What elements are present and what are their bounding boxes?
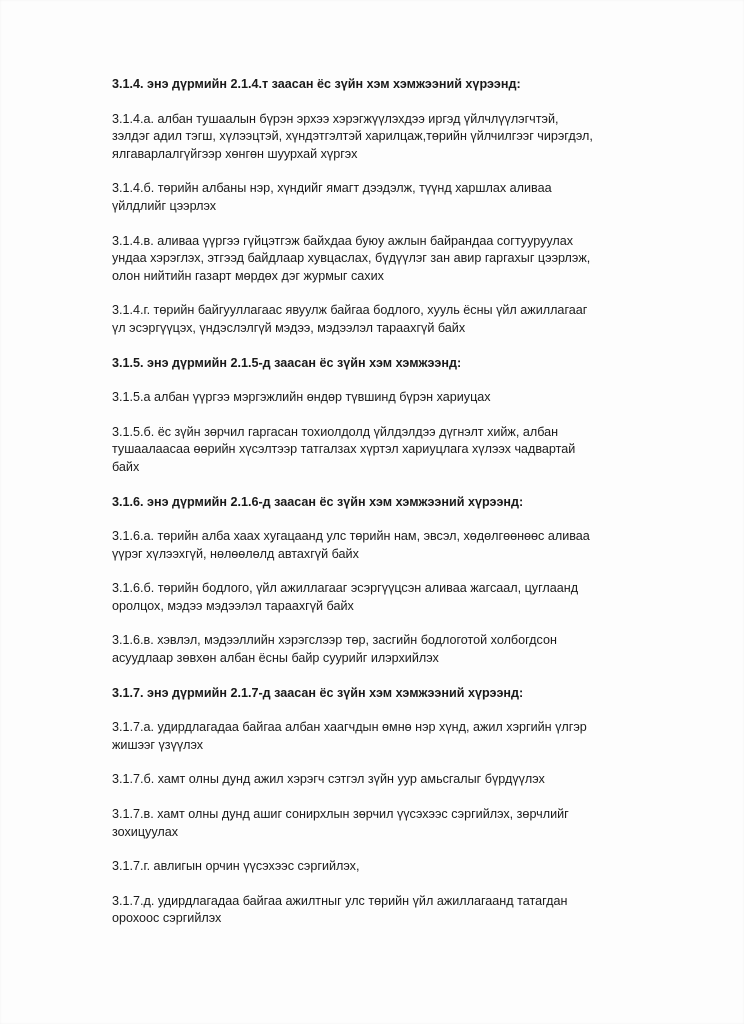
clause-line: үйлдлийг цээрлэх	[112, 198, 217, 213]
clause-line: үүрэг хүлээхгүй, нөлөөлөлд автахгүй байх	[112, 546, 359, 561]
clause-paragraph	[112, 806, 632, 841]
clause-line: 3.1.7.а. удирдлагадаа байгаа албан хаагчдын өмнө нэр хүнд, ажил хэргийн үлгэр	[112, 720, 587, 735]
section-heading: 3.1.7. энэ дүрмийн 2.1.7-д заасан ёс зүйн хэм хэмжээний хүрээнд:	[112, 685, 524, 700]
clause-line: 3.1.4.г. төрийн байгууллагаас явуулж байгаа бодлого, хууль ёсны үйл ажиллагааг	[112, 303, 588, 318]
clause-line: 3.1.4.б. төрийн албаны нэр, хүндийг ямагт дээдэлж, түүнд харшлах аливаа	[112, 181, 552, 196]
clause-paragraph	[112, 632, 632, 667]
clause-line: 3.1.7.в. хамт олны дунд ашиг сонирхлын зөрчил үүсэхээс сэргийлэх, зөрчлийг	[112, 807, 569, 822]
section-heading: 3.1.6. энэ дүрмийн 2.1.6-д заасан ёс зүйн хэм хэмжээний хүрээнд:	[112, 494, 524, 509]
clause-paragraph	[112, 528, 632, 563]
section-heading: 3.1.4. энэ дүрмийн 2.1.4.т заасан ёс зүйн хэм хэмжээний хүрээнд:	[112, 77, 521, 91]
clause-line: 3.1.6.б. төрийн бодлого, үйл ажиллагааг эсэргүүцсэн аливаа жагсаал, цуглаанд	[112, 581, 579, 596]
clause-line: 3.1.5.а албан үүргээ мэргэжлийн өндөр түвшинд бүрэн хариуцах	[112, 390, 491, 405]
clause-paragraph	[112, 424, 632, 477]
clause-paragraph	[112, 771, 632, 789]
clause-line: зэлдэг адил тэгш, хүлээцтэй, хүндэтгэлтэй харилцаж,төрийн үйлчилгээг чирэгдэл,	[112, 129, 593, 144]
clause-paragraph	[112, 580, 632, 615]
clause-line: 3.1.7.г. авлигын орчин үүсэхээс сэргийлэх,	[112, 859, 360, 874]
clause-line: асуудлаар зөвхөн албан ёсны байр суурийг илэрхийлэх	[112, 651, 439, 666]
clause-line: 3.1.6.в. хэвлэл, мэдээллийн хэрэгслээр төр, засгийн бодлоготой холбогдсон	[112, 633, 557, 648]
clause-line: олон нийтийн газарт мөрдөх дэг журмыг сахих	[112, 268, 384, 283]
clause-paragraph	[112, 858, 632, 876]
clause-line: 3.1.4.а. албан тушаалын бүрэн эрхээ хэрэгжүүлэхдээ иргэд үйлчлүүлэгчтэй,	[112, 111, 559, 126]
clause-paragraph	[112, 111, 632, 164]
clause-line: үл эсэргүүцэх, үндэслэлгүй мэдээ, мэдээлэл тараахгүй байх	[112, 320, 466, 335]
section-heading: 3.1.5. энэ дүрмийн 2.1.5-д заасан ёс зүйн хэм хэмжээнд:	[112, 355, 462, 370]
clause-paragraph	[112, 719, 632, 754]
clause-line: 3.1.6.а. төрийн алба хаах хугацаанд улс төрийн нам, эвсэл, хөдөлгөөнөөс аливаа	[112, 529, 590, 544]
clause-line: зохицуулах	[112, 824, 179, 839]
clause-line: тушаалаасаа өөрийн хүсэлтээр татгалзах хүртэл хариуцлага хүлээх чадвартай	[112, 442, 576, 457]
clause-paragraph	[112, 233, 632, 286]
document-body	[112, 76, 632, 945]
clause-paragraph	[112, 893, 632, 928]
clause-paragraph	[112, 389, 632, 407]
clause-line: 3.1.4.в. аливаа үүргээ гүйцэтгэж байхдаа буюу ажлын байрандаа согтууруулах	[112, 233, 574, 248]
clause-line: жишээг үзүүлэх	[112, 737, 204, 752]
clause-line: ялгаварлалгүйгээр хөнгөн шуурхай хүргэх	[112, 146, 358, 161]
clause-line: 3.1.7.б. хамт олны дунд ажил хэрэгч сэтгэл зүйн уур амьсгалыг бүрдүүлэх	[112, 772, 545, 787]
clause-line: 3.1.5.б. ёс зүйн зөрчил гаргасан тохиолдолд үйлдэлдээ дүгнэлт хийж, албан	[112, 424, 559, 439]
clause-line: оролцох, мэдээ мэдээлэл тараахгүй байх	[112, 598, 354, 613]
clause-line: 3.1.7.д. удирдлагадаа байгаа ажилтныг улс төрийн үйл ажиллагаанд татагдан	[112, 893, 568, 908]
clause-paragraph	[112, 302, 632, 337]
clause-line: байх	[112, 459, 140, 474]
clause-paragraph	[112, 180, 632, 215]
clause-line: ундаа хэрэглэх, этгээд байдлаар хувцаслах, бүдүүлэг зан авир гаргахыг цээрлэж,	[112, 251, 591, 266]
clause-line: орохоос сэргийлэх	[112, 911, 222, 926]
